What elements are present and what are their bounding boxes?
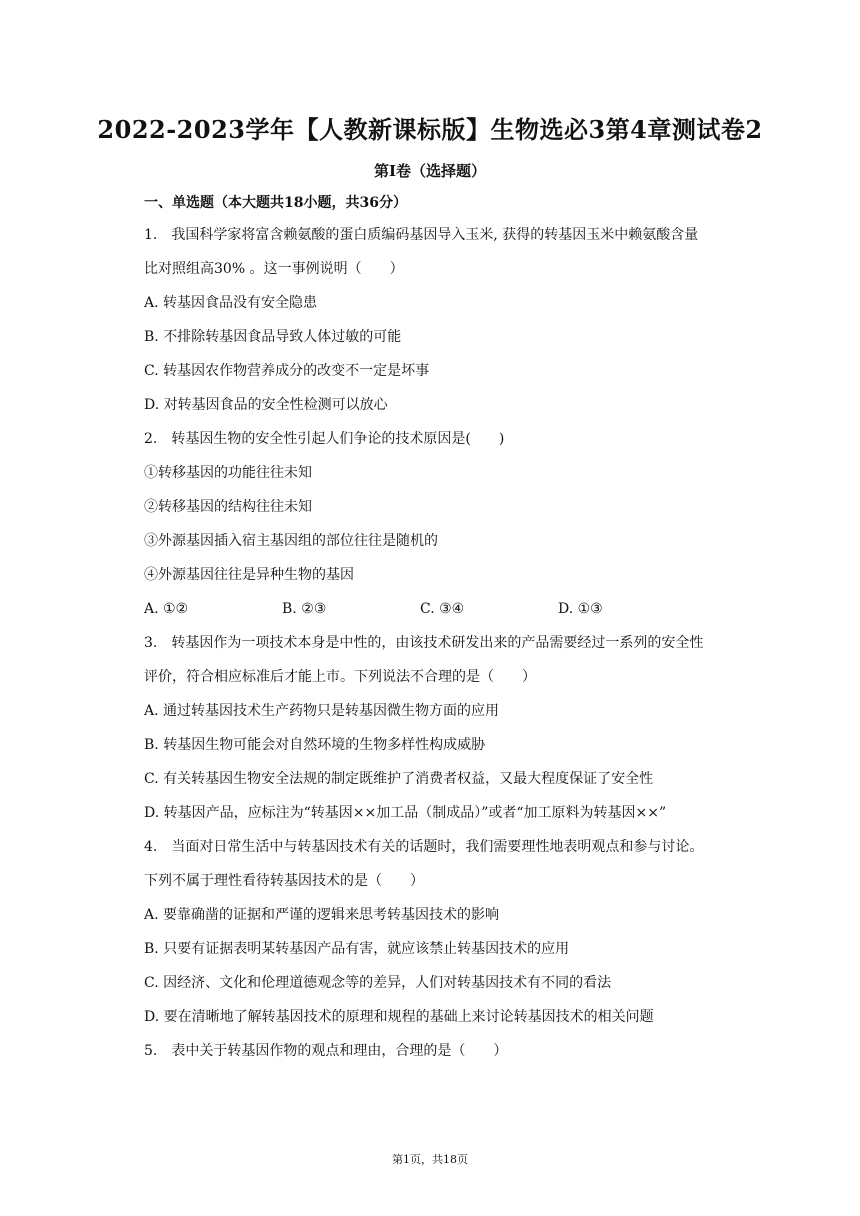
question-1-option-a: A. 转基因食品没有安全隐患: [144, 295, 318, 311]
question-3-stem-line-2: 评价，符合相应标准后才能上市。下列说法不合理的是（ ）: [144, 669, 536, 685]
question-4-stem-line-1: 4. 当面对日常生活中与转基因技术有关的话题时，我们需要理性地表明观点和参与讨论。: [144, 839, 704, 855]
question-2-option-d: D. ①③: [558, 601, 603, 617]
page-footer: 第1页，共18页: [392, 1153, 468, 1166]
question-3-option-c: C. 有关转基因生物安全法规的制定既维护了消费者权益，又最大程度保证了安全性: [144, 771, 654, 787]
question-1-stem-line-2: 比对照组高30% 。这一事例说明（ ）: [144, 261, 404, 277]
question-2-option-b: B. ②③: [282, 601, 327, 617]
part-heading: 第I卷（选择题）: [373, 162, 487, 180]
question-4-option-c: C. 因经济、文化和伦理道德观念等的差异，人们对转基因技术有不同的看法: [144, 975, 612, 991]
question-4-option-d: D. 要在清晰地了解转基因技术的原理和规程的基础上来讨论转基因技术的相关问题: [144, 1009, 654, 1025]
question-3-option-d: D. 转基因产品，应标注为“转基因××加工品（制成品）”或者“加工原料为转基因××”: [144, 805, 667, 821]
question-1-option-d: D. 对转基因食品的安全性检测可以放心: [144, 397, 388, 413]
question-2-item-2: ②转移基因的结构往往未知: [144, 499, 312, 515]
question-3-option-b: B. 转基因生物可能会对自然环境的生物多样性构成威胁: [144, 737, 486, 753]
question-2-item-3: ③外源基因插入宿主基因组的部位往往是随机的: [144, 533, 438, 549]
question-3-option-a: A. 通过转基因技术生产药物只是转基因微生物方面的应用: [144, 703, 500, 719]
question-2-item-1: ①转移基因的功能往往未知: [144, 465, 312, 481]
question-1-option-c: C. 转基因农作物营养成分的改变不一定是坏事: [144, 363, 430, 379]
document-title: 2022-2023学年【人教新课标版】生物选必3第4章测试卷2: [97, 115, 763, 144]
section-heading: 一、单选题（本大题共18小题，共36分）: [144, 195, 407, 211]
question-2-item-4: ④外源基因往往是异种生物的基因: [144, 567, 354, 583]
question-2-options: [144, 592, 754, 626]
question-4-option-b: B. 只要有证据表明某转基因产品有害，就应该禁止转基因技术的应用: [144, 941, 570, 957]
question-1-stem-line-1: 1. 我国科学家将富含赖氨酸的蛋白质编码基因导入玉米, 获得的转基因玉米中赖氨酸含量: [144, 227, 699, 243]
question-4-stem-line-2: 下列不属于理性看待转基因技术的是（ ）: [144, 873, 424, 889]
question-4-option-a: A. 要靠确凿的证据和严谨的逻辑来思考转基因技术的影响: [144, 907, 500, 923]
question-1-option-b: B. 不排除转基因食品导致人体过敏的可能: [144, 329, 402, 345]
question-2-option-a: A. ①②: [144, 601, 189, 617]
question-2-stem: 2. 转基因生物的安全性引起人们争论的技术原因是( ): [144, 431, 505, 447]
question-3-stem-line-1: 3. 转基因作为一项技术本身是中性的，由该技术研发出来的产品需要经过一系列的安全性: [144, 635, 704, 651]
question-list: [144, 218, 754, 1068]
question-2-option-c: C. ③④: [420, 601, 465, 617]
question-5-stem: 5. 表中关于转基因作物的观点和理由，合理的是（ ）: [144, 1043, 508, 1059]
